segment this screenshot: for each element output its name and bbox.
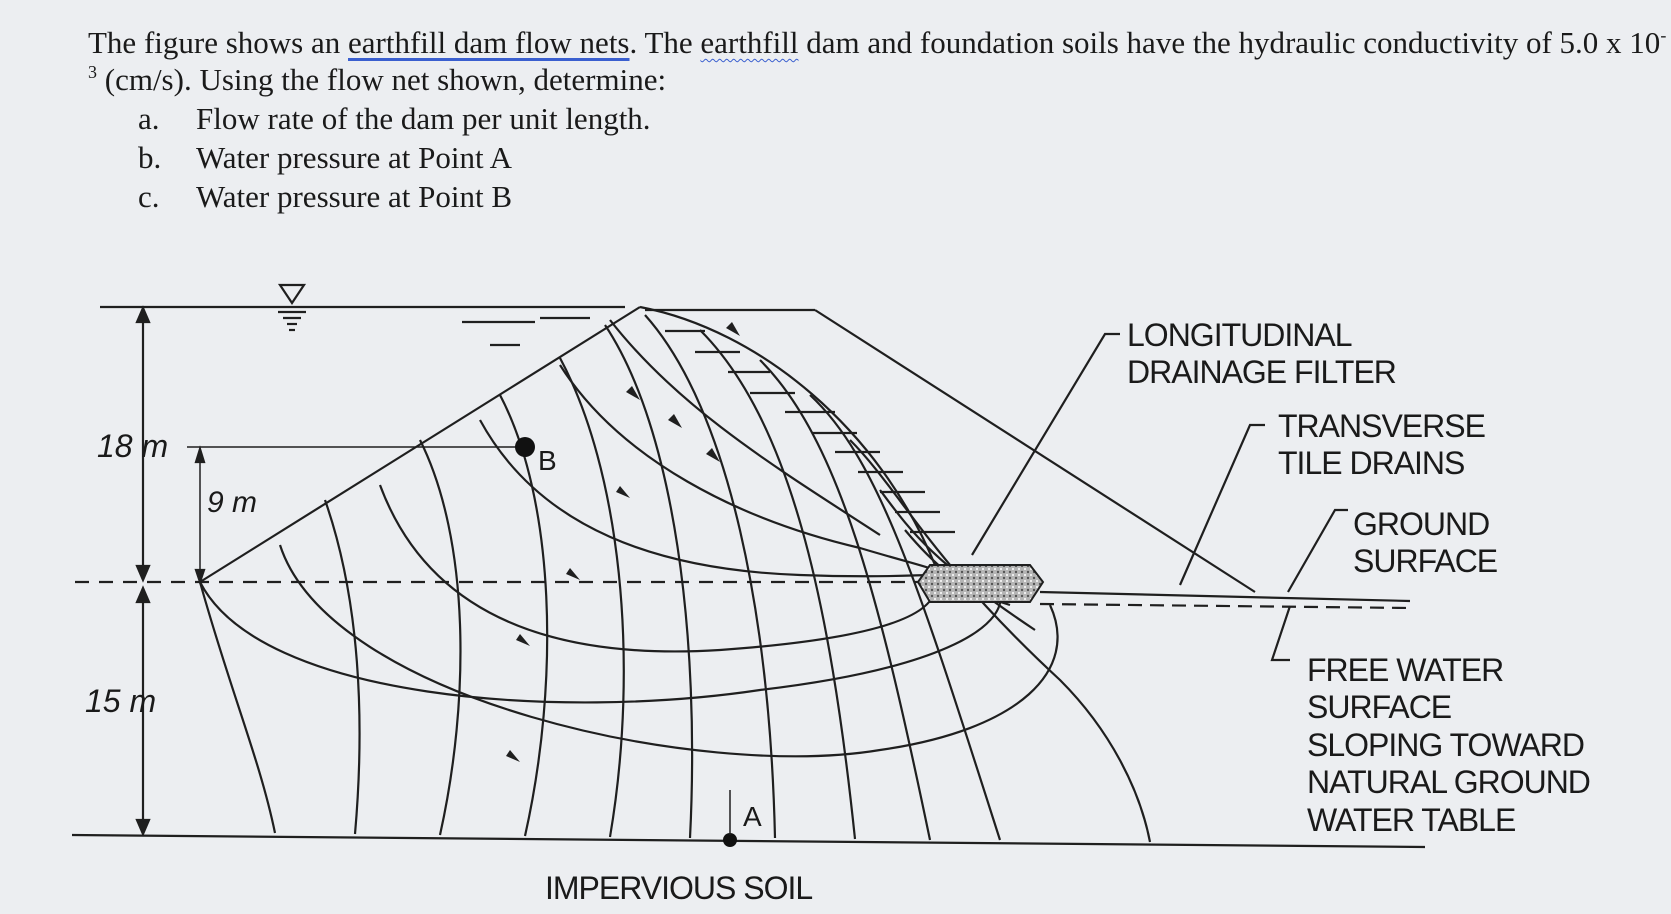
equipotential-line: [850, 440, 1150, 842]
question-item: b. Water pressure at Point A: [138, 140, 513, 175]
free-water-label: FREE WATER SURFACE SLOPING TOWARD NATURAL GROUND WATER TABLE: [1307, 652, 1590, 838]
upstream-slope: [200, 307, 640, 582]
ground-leader: [1288, 510, 1348, 592]
drainage-filter: [918, 565, 1043, 602]
dim-9-label: 9 m: [207, 486, 258, 519]
flow-nets-term: earthfill dam flow nets: [348, 25, 630, 60]
point-a-marker: [723, 833, 737, 847]
dim-18-label: 18 m: [97, 428, 169, 464]
free-water-leader: [1272, 606, 1290, 660]
impervious-base: [72, 835, 1425, 847]
ground-surface: [1040, 592, 1410, 601]
transverse-leader: [1180, 425, 1265, 585]
point-b-marker: [515, 437, 535, 457]
problem-intro: The figure shows an earthfill dam flow nets. The earthfill dam and foundation soils have the hydraulic conductivity of 5.0 x $10^{-3}$ (cm/s). Using the flow net shown, determine:: [88, 25, 1667, 97]
water-level-icon: [280, 285, 304, 303]
equipotential-line: [325, 500, 360, 834]
longitudinal-label: LONGITUDINAL DRAINAGE FILTER: [1127, 317, 1396, 390]
free-water-surface: [1040, 604, 1410, 608]
earthfill-term: earthfill: [700, 25, 799, 60]
flow-line: [200, 570, 1001, 702]
equipotential-line: [420, 440, 460, 835]
point-b-label: B: [538, 445, 557, 476]
longitudinal-leader: [972, 334, 1120, 555]
question-item: c. Water pressure at Point B: [138, 179, 513, 214]
equipotential-line: [200, 582, 275, 833]
flow-line: [480, 420, 930, 576]
equipotential-line: [700, 330, 855, 839]
exponent: -3: [88, 25, 1667, 82]
point-a-label: A: [743, 801, 762, 832]
ground-surface-label: GROUND SURFACE: [1353, 506, 1498, 579]
question-item: a. Flow rate of the dam per unit length.: [138, 101, 651, 136]
impervious-label: IMPERVIOUS SOIL: [545, 870, 813, 906]
dim-15-label: 15 m: [85, 683, 157, 719]
transverse-label: TRANSVERSE TILE DRAINS: [1278, 408, 1485, 481]
flow-line: [380, 485, 935, 651]
